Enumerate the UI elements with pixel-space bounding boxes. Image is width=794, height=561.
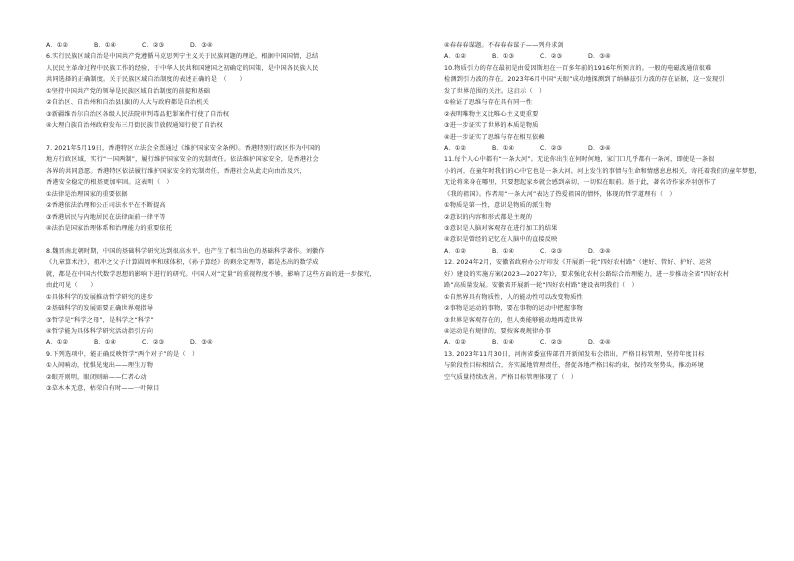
text-line: 地方行政区域，实行“一国两制”，履行维护国家安全的宪制责任。依法维护国家安全，是香港社会 bbox=[46, 156, 319, 164]
option-choice: C．②③ bbox=[540, 247, 563, 255]
option-choice: B．①④ bbox=[492, 339, 515, 347]
answer-options bbox=[444, 143, 784, 154]
answer-options bbox=[46, 337, 386, 348]
text-line: ③世界是客观存在的，但人类能够能动地再造世界 bbox=[444, 316, 583, 324]
text-line: ②表明唯物主义比唯心主义更重要 bbox=[444, 110, 539, 118]
option-choice: D．③④ bbox=[588, 247, 611, 255]
text-line: 与阶段性目标相结合，夯实属地管理责任，督促各地严格目标约束，保持攻坚势头，推动环境 bbox=[444, 362, 704, 370]
text-line: ④意识是曾经的记忆在人脑中的直接反映 bbox=[444, 236, 558, 244]
option-choice: C．②③ bbox=[540, 144, 563, 152]
option-choice: D．③④ bbox=[588, 144, 611, 152]
text-line: 10.物质引力的存在最初是由爱因斯坦在一百多年前的1916年所预言的。一般的电磁波通信很难 bbox=[444, 64, 712, 72]
option-choice: D．③④ bbox=[190, 339, 213, 347]
option-choice: A．①② bbox=[444, 144, 467, 152]
text-line: ④春春春谋题。不春春春谋子——列舟求剑 bbox=[444, 42, 564, 49]
answer-options bbox=[46, 40, 386, 51]
option-choice: B．①④ bbox=[94, 339, 117, 347]
text-line: ②事物是运动的事物，要在事物的运动中把握事物 bbox=[444, 305, 583, 313]
text-line: ①法律是治理国家的重要依据 bbox=[46, 190, 128, 198]
text-line: ③意识是人脑对客观存在进行加工的结果 bbox=[444, 225, 558, 232]
text-line: ④运动是有规律的，要按客观规律办事 bbox=[444, 327, 552, 335]
text-line: 好）建设的实施方案(2023—2027年)》，要求强化农村公路综合治理能力，进一步推动全省“四好农村 bbox=[444, 270, 730, 278]
text-line: ②意识的内容和形式都是主观的 bbox=[444, 213, 533, 221]
text-line: 由此可见（ ） bbox=[46, 282, 97, 290]
text-line: 就，都是在中国古代数学思想的影响下进行的研究。中国人对“定量”的重视程度不够，影响了这些方面的进一步探究， bbox=[46, 270, 376, 278]
text-line: 人民民主革命过程中民族工作的经验，于中华人民共和国建国之初确定的国策，是中国各民族人民 bbox=[46, 64, 319, 72]
text-line: ③进一步证实了世界的本质是物质 bbox=[444, 122, 539, 130]
text-line: 《九章算术注》，祖冲之父子计算圆周率和球体积，《孙子算经》的剩余定理等，都是杰出的数学成 bbox=[46, 259, 319, 267]
text-line: ②基础科学的发展需要正确世界观指导 bbox=[46, 305, 154, 313]
text-line: 9.下列选项中，能正确反映哲学“两个对子”的是（ ） bbox=[46, 350, 199, 358]
answer-options bbox=[444, 246, 784, 257]
text-line: ①自然界具有物质性，人的能动性可以改变物质性 bbox=[444, 293, 583, 301]
text-line: ②眼开则明，眼闭则暗——仁者心动 bbox=[46, 373, 147, 381]
blank-line bbox=[46, 234, 386, 245]
text-line: ①物质是第一性，意识是物质的派生物 bbox=[444, 202, 552, 210]
option-choice: A．①② bbox=[444, 247, 467, 255]
text-line: 8.魏晋南北朝时期，中国的基础科学研究达到很高水平，也产生了相当出色的基础科学著作。刘徽作 bbox=[46, 247, 325, 255]
option-choice: A．①② bbox=[444, 339, 467, 347]
text-line: 空气质量持续改善。严格目标管理体现了（ ） bbox=[444, 373, 578, 381]
text-line: ①具体科学的发展推动哲学研究的进步 bbox=[46, 293, 154, 301]
text-line: ④进一步证实了思维与存在相互依赖 bbox=[444, 133, 545, 141]
text-line: 检测到引力波的存在。2023年6月中国“天眼”成功地探测到了纳赫兹引力波的存在证据，这一发现引 bbox=[444, 76, 725, 84]
left-column bbox=[46, 40, 386, 395]
text-line: ②香港依法治理和公正司法水平在不断提高 bbox=[46, 202, 166, 210]
text-line: 各界的共同意愿。香港特区依法履行维护国家安全的宪制责任，香港社会从此走向由治及兴， bbox=[46, 167, 306, 175]
text-line: 11.每个人心中都有“一条大河”。无论你出生在何时何地，家门口几乎都有一条河，即使是一条很 bbox=[444, 156, 715, 164]
option-choice: C．②③ bbox=[540, 53, 563, 61]
text-line: ④大理白族自治州政府发布三月街民族节放假通知行使了自治权 bbox=[46, 122, 223, 130]
text-line: 13. 2023年11月30日，河南省委宣传部召开新闻发布会指出，严格目标管理，坚持年度目标 bbox=[444, 350, 705, 358]
answer-options bbox=[444, 337, 784, 348]
option-choice: A．①② bbox=[46, 339, 69, 347]
option-choice: B．①④ bbox=[492, 144, 515, 152]
text-line: ④法治是国家治理体系和治理能力的重要依托 bbox=[46, 225, 173, 232]
option-choice: A．①② bbox=[46, 42, 69, 49]
option-choice: D．②④ bbox=[588, 339, 611, 347]
text-line: ④哲学能为具体科学研究活动指引方向 bbox=[46, 327, 154, 335]
text-line: 《我的祖国》。作者用“一条大河”表达了热爱祖国的情怀，体现的哲学道理有（ ） bbox=[444, 190, 676, 198]
option-choice: B．①④ bbox=[94, 42, 117, 49]
option-choice: D．③④ bbox=[190, 42, 213, 49]
option-choice: C．②③ bbox=[142, 42, 165, 49]
text-line: 7. 2021年5月19日，香港特区立法会全票通过《维护国家安全条例》。香港特别行政区作为中国的 bbox=[46, 144, 321, 152]
text-line: 路”高质量发展。安徽省开展新一轮“四好农村路”建设表明我们（ ） bbox=[444, 282, 638, 290]
blank-line bbox=[46, 132, 386, 143]
option-choice: A．①② bbox=[444, 53, 467, 61]
option-choice: B．①④ bbox=[492, 247, 515, 255]
text-line: ①验证了思维与存在具有同一性 bbox=[444, 99, 533, 107]
text-line: 12. 2024年2月，安徽省政府办公厅印发《开展新一轮“四好农村路”（建好、管好、护好、运营 bbox=[444, 259, 712, 267]
text-line: ③哲学是“科学之母”，是科学之“科学” bbox=[46, 316, 154, 324]
text-line: ③草木本无意，枯荣自有时——一叶障目 bbox=[46, 385, 160, 393]
answer-options bbox=[444, 51, 784, 62]
option-choice: C．②③ bbox=[540, 339, 563, 347]
text-line: 无论将来身在哪里，只要想起家乡就会感到亲切，一切似在眼前。基于此，著名诗作家乔羽创作了 bbox=[444, 179, 717, 187]
text-line: ②自治区、自治州和自治县(旗)的人大与政府都是自治机关 bbox=[46, 99, 209, 107]
text-line: 共同选择的正确制度。关于民族区域自治制度的表述正确的是 （ ） bbox=[46, 76, 246, 84]
option-choice: C．②③ bbox=[142, 339, 165, 347]
text-line: 香港安全稳定的根基更加牢固。这表明（ ） bbox=[46, 179, 173, 187]
text-line: 6.实行民族区域自治是中国共产党遵循马克思列宁主义关于民族问题的理论，根据中国国情，总结 bbox=[46, 53, 319, 61]
text-line: 小的河，在童年时我们的心中它也是一条大河。河上发生的事情与生命和情感息息相关，寄托着我们的童年梦想， bbox=[444, 167, 761, 175]
option-choice: B．①③ bbox=[492, 53, 515, 61]
text-line: ①人间响动，忧惧见鬼出——理生万物 bbox=[46, 362, 154, 370]
text-line: ③新疆维吾尔自治区各级人民法院审判毒品犯罪案件行使了自治权 bbox=[46, 110, 230, 118]
text-line: ③香港居民与内地居民在法律面前一律平等 bbox=[46, 213, 166, 221]
text-line: ①坚持中国共产党的领导是民族区域自治制度的前提和基础 bbox=[46, 87, 211, 95]
text-line: 发了世界范围的关注。这启示（ ） bbox=[444, 87, 546, 95]
right-column bbox=[444, 40, 784, 383]
option-choice: D．③④ bbox=[588, 53, 611, 61]
